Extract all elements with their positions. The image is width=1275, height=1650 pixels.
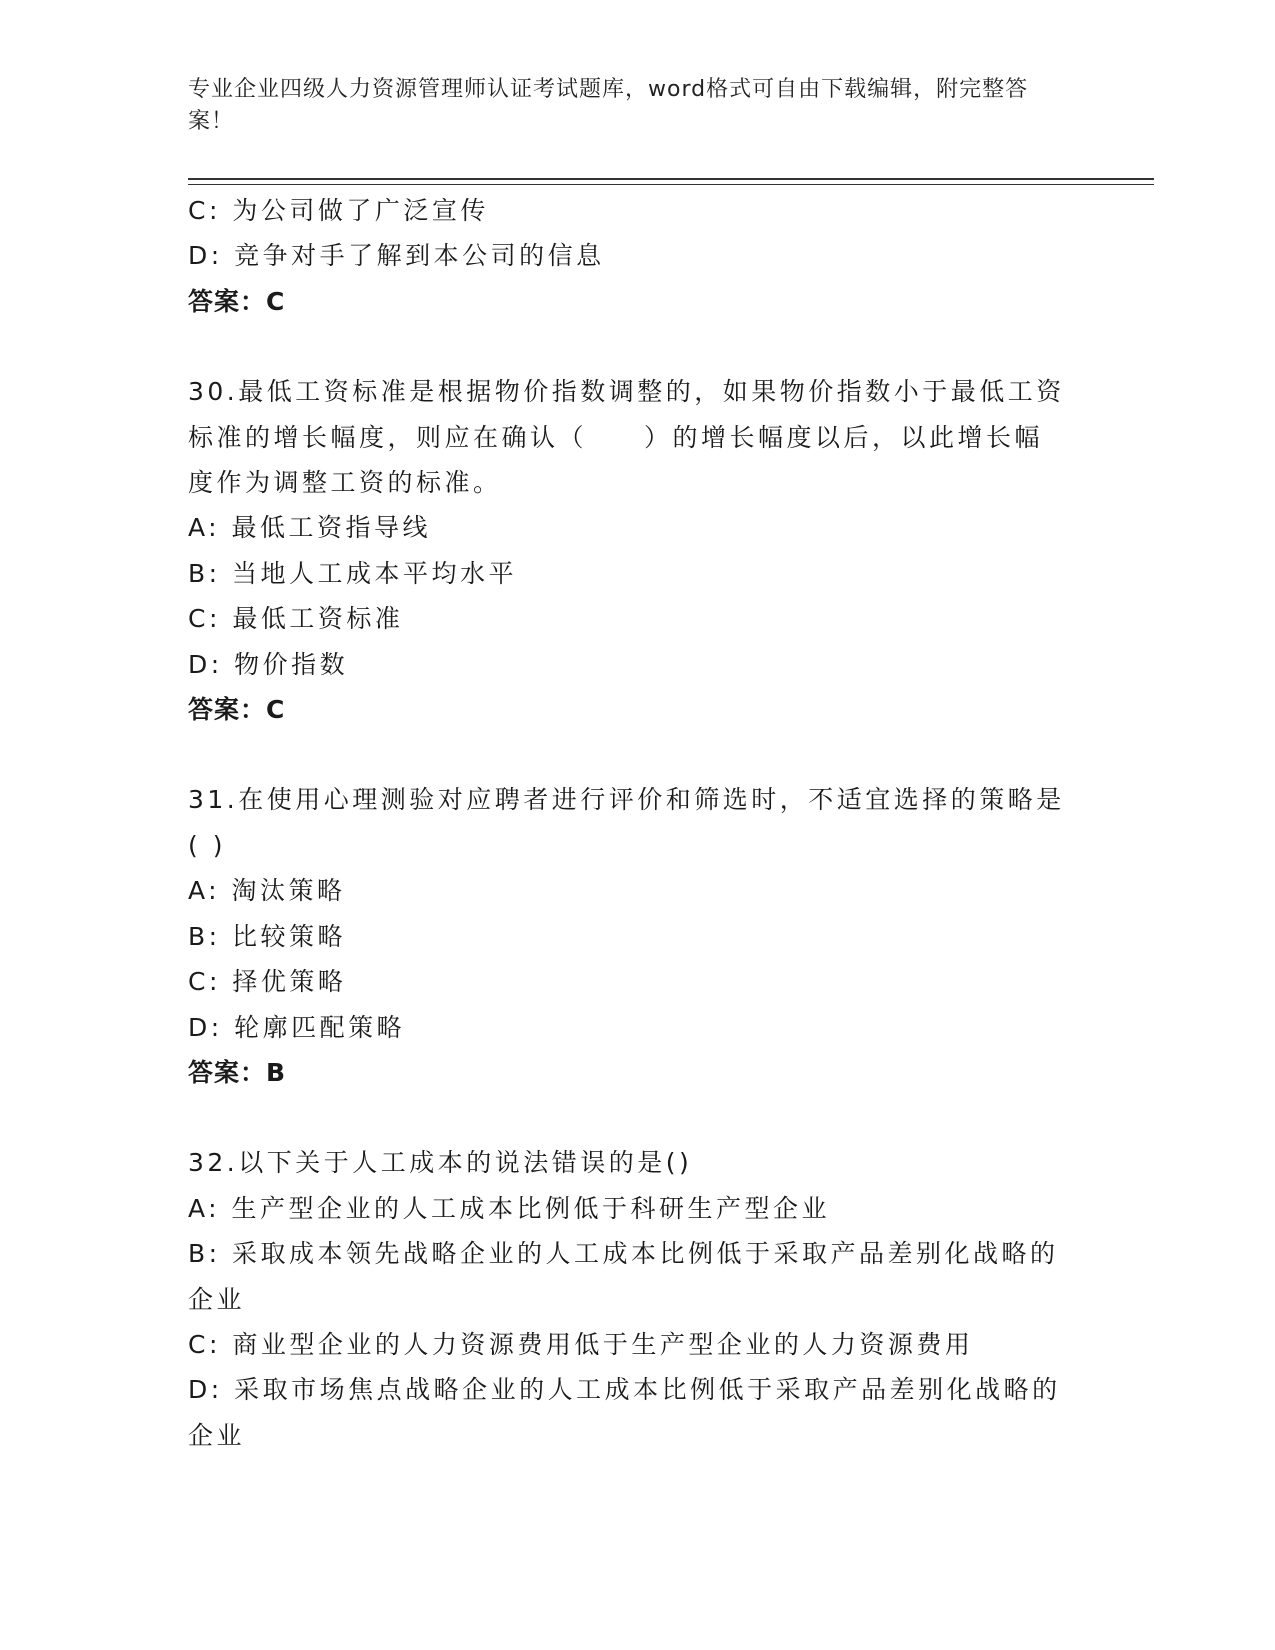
q32-option-b-cont: 企业 [188,1284,246,1314]
q32-option-a: A: 生产型企业的人工成本比例低于科研生产型企业 [188,1193,831,1223]
q32-option-d-cont: 企业 [188,1420,246,1450]
q31-option-d: D: 轮廓匹配策略 [188,1012,406,1042]
q30-option-d: D: 物价指数 [188,649,349,679]
question-31-text-1: 31.在使用心理测验对应聘者进行评价和筛选时，不适宜选择的策略是 [188,785,1065,815]
answer-line: 答案：C [188,286,286,316]
q32-option-c: C: 商业型企业的人力资源费用低于生产型企业的人力资源费用 [188,1329,974,1359]
question-30-text-1: 30.最低工资标准是根据物价指数调整的，如果物价指数小于最低工资 [188,377,1065,407]
question-30-text-3: 度作为调整工资的标准。 [188,468,502,498]
question-30-text-2: 标准的增长幅度，则应在确认（ ）的增长幅度以后，以此增长幅 [188,422,1044,452]
q30-option-c: C: 最低工资标准 [188,604,404,634]
question-content [188,188,1088,1458]
option-c: C: 为公司做了广泛宣传 [188,196,489,225]
q31-option-c: C: 择优策略 [188,967,347,997]
question-31-text-2: ( ) [188,830,226,860]
q32-option-d: D: 采取市场焦点战略企业的人工成本比例低于采取产品差别化战略的 [188,1375,1061,1405]
page-header: 专业企业四级人力资源管理师认证考试题库，word格式可自由下载编辑，附完整答案！ [188,77,1029,134]
spacer [188,324,1088,369]
q30-option-a: A: 最低工资指导线 [188,513,432,543]
q30-option-b: B: 当地人工成本平均水平 [188,558,518,588]
question-32-text: 32.以下关于人工成本的说法错误的是() [188,1148,693,1178]
q30-answer: 答案：C [188,695,286,725]
header-rule-thick [188,178,1154,180]
q32-option-b: B: 采取成本领先战略企业的人工成本比例低于采取产品差别化战略的 [188,1239,1059,1269]
q31-option-a: A: 淘汰策略 [188,876,346,906]
q31-answer: 答案：B [188,1057,287,1087]
spacer [188,1095,1088,1140]
header-rule-thin [188,184,1154,185]
option-d: D: 竞争对手了解到本公司的信息 [188,241,605,271]
q31-option-b: B: 比较策略 [188,921,347,951]
spacer [188,732,1088,777]
